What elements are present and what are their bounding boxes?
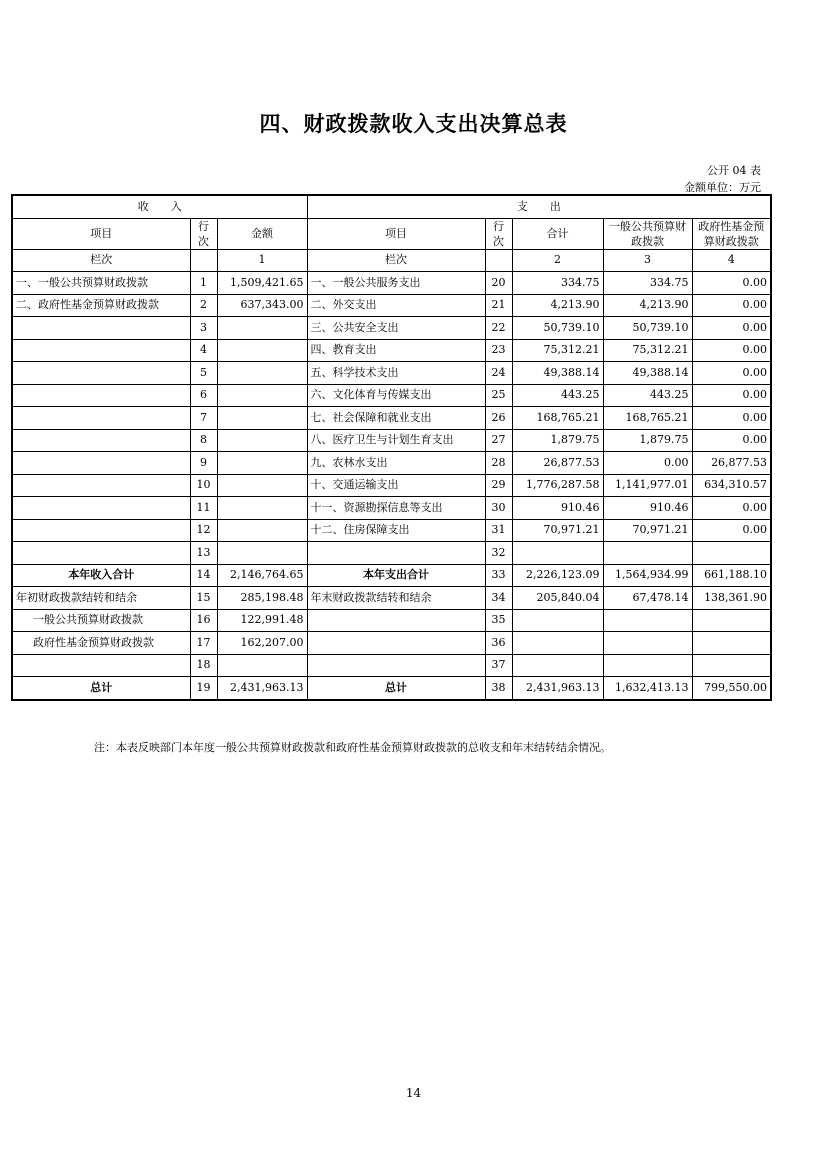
income-item xyxy=(12,429,190,452)
general-budget-amount: 67,478.14 xyxy=(603,587,692,610)
table-row xyxy=(12,339,771,362)
fund-budget-amount: 0.00 xyxy=(692,317,771,340)
income-row-no: 3 xyxy=(190,317,217,340)
income-item xyxy=(12,317,190,340)
fund-budget-amount: 0.00 xyxy=(692,519,771,542)
expense-row-no: 28 xyxy=(485,452,512,475)
income-amount: 1,509,421.65 xyxy=(217,272,307,295)
fund-budget-amount: 0.00 xyxy=(692,272,771,295)
general-budget-amount: 168,765.21 xyxy=(603,407,692,430)
income-item xyxy=(12,519,190,542)
expense-total xyxy=(512,609,603,632)
expense-item: 三、公共安全支出 xyxy=(307,317,485,340)
general-budget-amount: 49,388.14 xyxy=(603,362,692,385)
expense-row-no: 38 xyxy=(485,677,512,700)
expense-row-no: 35 xyxy=(485,609,512,632)
general-budget-amount xyxy=(603,542,692,565)
general-budget-amount xyxy=(603,654,692,677)
income-row-no: 12 xyxy=(190,519,217,542)
income-amount xyxy=(217,542,307,565)
income-row-no: 15 xyxy=(190,587,217,610)
expense-item: 总计 xyxy=(307,677,485,700)
expense-row-no: 32 xyxy=(485,542,512,565)
expense-item: 二、外交支出 xyxy=(307,294,485,317)
expense-row-no: 22 xyxy=(485,317,512,340)
general-budget-amount: 334.75 xyxy=(603,272,692,295)
income-row-no: 6 xyxy=(190,384,217,407)
expense-total: 2,226,123.09 xyxy=(512,564,603,587)
page-title: 四、财政拨款收入支出决算总表 xyxy=(259,112,568,136)
income-section-header: 收 入 xyxy=(12,195,307,218)
table-row xyxy=(12,452,771,475)
expense-total: 334.75 xyxy=(512,272,603,295)
fund-budget-amount: 26,877.53 xyxy=(692,452,771,475)
income-amount xyxy=(217,429,307,452)
table-row xyxy=(12,407,771,430)
expense-total: 75,312.21 xyxy=(512,339,603,362)
fund-budget-amount: 0.00 xyxy=(692,384,771,407)
income-col-label: 栏次 xyxy=(12,249,190,272)
expense-item: 七、社会保障和就业支出 xyxy=(307,407,485,430)
expense-item: 年末财政拨款结转和结余 xyxy=(307,587,485,610)
expense-row-no: 30 xyxy=(485,497,512,520)
income-item: 一、一般公共预算财政拨款 xyxy=(12,272,190,295)
income-item xyxy=(12,452,190,475)
income-amount: 2,431,963.13 xyxy=(217,677,307,700)
expense-row-no: 31 xyxy=(485,519,512,542)
expense-total: 443.25 xyxy=(512,384,603,407)
income-amount xyxy=(217,452,307,475)
income-amount xyxy=(217,407,307,430)
income-row-no: 16 xyxy=(190,609,217,632)
expense-item xyxy=(307,542,485,565)
carry-row xyxy=(12,609,771,632)
income-item xyxy=(12,474,190,497)
table-row xyxy=(12,542,771,565)
general-budget-amount: 75,312.21 xyxy=(603,339,692,362)
table-row xyxy=(12,519,771,542)
fund-budget-amount xyxy=(692,609,771,632)
col-4-label: 4 xyxy=(692,249,771,272)
expense-row-no: 36 xyxy=(485,632,512,655)
expense-item: 十、交通运输支出 xyxy=(307,474,485,497)
expense-row-no: 34 xyxy=(485,587,512,610)
table-row xyxy=(12,497,771,520)
col-2-label: 2 xyxy=(512,249,603,272)
expense-total: 70,971.21 xyxy=(512,519,603,542)
expense-item xyxy=(307,632,485,655)
amount-unit: 金额单位：万元 xyxy=(684,181,761,194)
expense-row-no: 37 xyxy=(485,654,512,677)
income-amount: 637,343.00 xyxy=(217,294,307,317)
expense-row-no: 21 xyxy=(485,294,512,317)
expense-item: 十二、住房保障支出 xyxy=(307,519,485,542)
expense-row-no: 24 xyxy=(485,362,512,385)
expense-row-no: 23 xyxy=(485,339,512,362)
income-row-no: 13 xyxy=(190,542,217,565)
income-row-no: 8 xyxy=(190,429,217,452)
income-row-no: 10 xyxy=(190,474,217,497)
income-amount xyxy=(217,339,307,362)
expense-col-label: 栏次 xyxy=(307,249,485,272)
form-number: 公开 04 表 xyxy=(707,164,761,177)
income-item: 本年收入合计 xyxy=(12,564,190,587)
fund-budget-amount: 0.00 xyxy=(692,429,771,452)
income-amount xyxy=(217,654,307,677)
expense-item: 五、科学技术支出 xyxy=(307,362,485,385)
income-amount: 2,146,764.65 xyxy=(217,564,307,587)
income-amount xyxy=(217,497,307,520)
income-item: 二、政府性基金预算财政拨款 xyxy=(12,294,190,317)
general-budget-amount xyxy=(603,609,692,632)
carry-row xyxy=(12,632,771,655)
fund-budget-amount xyxy=(692,654,771,677)
general-budget-amount: 910.46 xyxy=(603,497,692,520)
fund-budget-amount: 0.00 xyxy=(692,294,771,317)
income-item xyxy=(12,384,190,407)
table-row xyxy=(12,362,771,385)
fund-budget-amount: 0.00 xyxy=(692,497,771,520)
page-number: 14 xyxy=(405,1086,422,1100)
income-amount xyxy=(217,317,307,340)
carry-row xyxy=(12,654,771,677)
fund-budget-amount: 634,310.57 xyxy=(692,474,771,497)
income-amount xyxy=(217,519,307,542)
grand-total-row xyxy=(12,677,771,700)
fund-budget-amount xyxy=(692,632,771,655)
income-row-no: 18 xyxy=(190,654,217,677)
table-row xyxy=(12,294,771,317)
expense-total xyxy=(512,654,603,677)
fund-budget-amount: 0.00 xyxy=(692,407,771,430)
income-item xyxy=(12,542,190,565)
income-amount: 162,207.00 xyxy=(217,632,307,655)
income-item xyxy=(12,497,190,520)
expense-item: 十一、资源勘探信息等支出 xyxy=(307,497,485,520)
fund-budget-amount: 661,188.10 xyxy=(692,564,771,587)
fund-budget-header: 政府性基金预算财政拨款 xyxy=(692,218,771,249)
expense-row-no: 33 xyxy=(485,564,512,587)
expense-row-no: 25 xyxy=(485,384,512,407)
income-row-no-header: 行次 xyxy=(190,218,217,249)
income-item: 一般公共预算财政拨款 xyxy=(12,609,190,632)
fund-budget-amount: 0.00 xyxy=(692,339,771,362)
fund-budget-amount: 138,361.90 xyxy=(692,587,771,610)
income-item: 年初财政拨款结转和结余 xyxy=(12,587,190,610)
expense-total xyxy=(512,542,603,565)
income-row-no: 4 xyxy=(190,339,217,362)
expense-total: 1,879.75 xyxy=(512,429,603,452)
expense-section-header: 支 出 xyxy=(307,195,771,218)
expense-total: 910.46 xyxy=(512,497,603,520)
expense-item: 一、一般公共服务支出 xyxy=(307,272,485,295)
general-budget-amount: 1,632,413.13 xyxy=(603,677,692,700)
expense-item xyxy=(307,609,485,632)
income-item: 总计 xyxy=(12,677,190,700)
income-row-no: 14 xyxy=(190,564,217,587)
general-budget-amount: 50,739.10 xyxy=(603,317,692,340)
fund-budget-amount xyxy=(692,542,771,565)
subtotal-row xyxy=(12,564,771,587)
income-amount-header: 金额 xyxy=(217,218,307,249)
expense-item: 本年支出合计 xyxy=(307,564,485,587)
expense-item: 六、文化体育与传媒支出 xyxy=(307,384,485,407)
income-row-no: 17 xyxy=(190,632,217,655)
table-row xyxy=(12,384,771,407)
income-amount xyxy=(217,384,307,407)
income-row-no: 9 xyxy=(190,452,217,475)
expense-total xyxy=(512,632,603,655)
general-budget-amount: 4,213.90 xyxy=(603,294,692,317)
table-row xyxy=(12,474,771,497)
expense-total: 26,877.53 xyxy=(512,452,603,475)
income-row-no: 5 xyxy=(190,362,217,385)
carry-row xyxy=(12,587,771,610)
table-row xyxy=(12,429,771,452)
expense-row-no-header: 行次 xyxy=(485,218,512,249)
general-budget-amount: 1,564,934.99 xyxy=(603,564,692,587)
expense-total-header: 合计 xyxy=(512,218,603,249)
income-amount xyxy=(217,474,307,497)
income-row-no: 19 xyxy=(190,677,217,700)
general-budget-amount: 1,879.75 xyxy=(603,429,692,452)
fund-budget-amount: 0.00 xyxy=(692,362,771,385)
income-amount: 285,198.48 xyxy=(217,587,307,610)
income-amount: 122,991.48 xyxy=(217,609,307,632)
income-row-no: 2 xyxy=(190,294,217,317)
expense-row-no: 26 xyxy=(485,407,512,430)
expense-row-no: 29 xyxy=(485,474,512,497)
general-budget-amount: 70,971.21 xyxy=(603,519,692,542)
income-item xyxy=(12,362,190,385)
income-amount xyxy=(217,362,307,385)
table-row xyxy=(12,317,771,340)
income-item-header: 项目 xyxy=(12,218,190,249)
expense-total: 2,431,963.13 xyxy=(512,677,603,700)
expense-row-no: 20 xyxy=(485,272,512,295)
income-item: 政府性基金预算财政拨款 xyxy=(12,632,190,655)
expense-total: 50,739.10 xyxy=(512,317,603,340)
income-row-no: 1 xyxy=(190,272,217,295)
table-row xyxy=(12,272,771,295)
table-note: 注：本表反映部门本年度一般公共预算财政拨款和政府性基金预算财政拨款的总收支和年末结转结余情况。 xyxy=(94,741,611,754)
general-budget-amount: 1,141,977.01 xyxy=(603,474,692,497)
expense-row-no: 27 xyxy=(485,429,512,452)
col-3-label: 3 xyxy=(603,249,692,272)
expense-total: 205,840.04 xyxy=(512,587,603,610)
expense-total: 4,213.90 xyxy=(512,294,603,317)
expense-total: 168,765.21 xyxy=(512,407,603,430)
expense-item-header: 项目 xyxy=(307,218,485,249)
expense-item: 八、医疗卫生与计划生育支出 xyxy=(307,429,485,452)
expense-total: 49,388.14 xyxy=(512,362,603,385)
general-budget-amount xyxy=(603,632,692,655)
finance-summary-table xyxy=(11,194,772,701)
income-item xyxy=(12,654,190,677)
fund-budget-amount: 799,550.00 xyxy=(692,677,771,700)
income-item xyxy=(12,407,190,430)
income-item xyxy=(12,339,190,362)
general-budget-amount: 443.25 xyxy=(603,384,692,407)
expense-item: 九、农林水支出 xyxy=(307,452,485,475)
general-budget-header: 一般公共预算财政拨款 xyxy=(603,218,692,249)
col-1-label: 1 xyxy=(217,249,307,272)
income-row-no: 7 xyxy=(190,407,217,430)
income-row-no: 11 xyxy=(190,497,217,520)
expense-total: 1,776,287.58 xyxy=(512,474,603,497)
expense-item: 四、教育支出 xyxy=(307,339,485,362)
general-budget-amount: 0.00 xyxy=(603,452,692,475)
expense-item xyxy=(307,654,485,677)
